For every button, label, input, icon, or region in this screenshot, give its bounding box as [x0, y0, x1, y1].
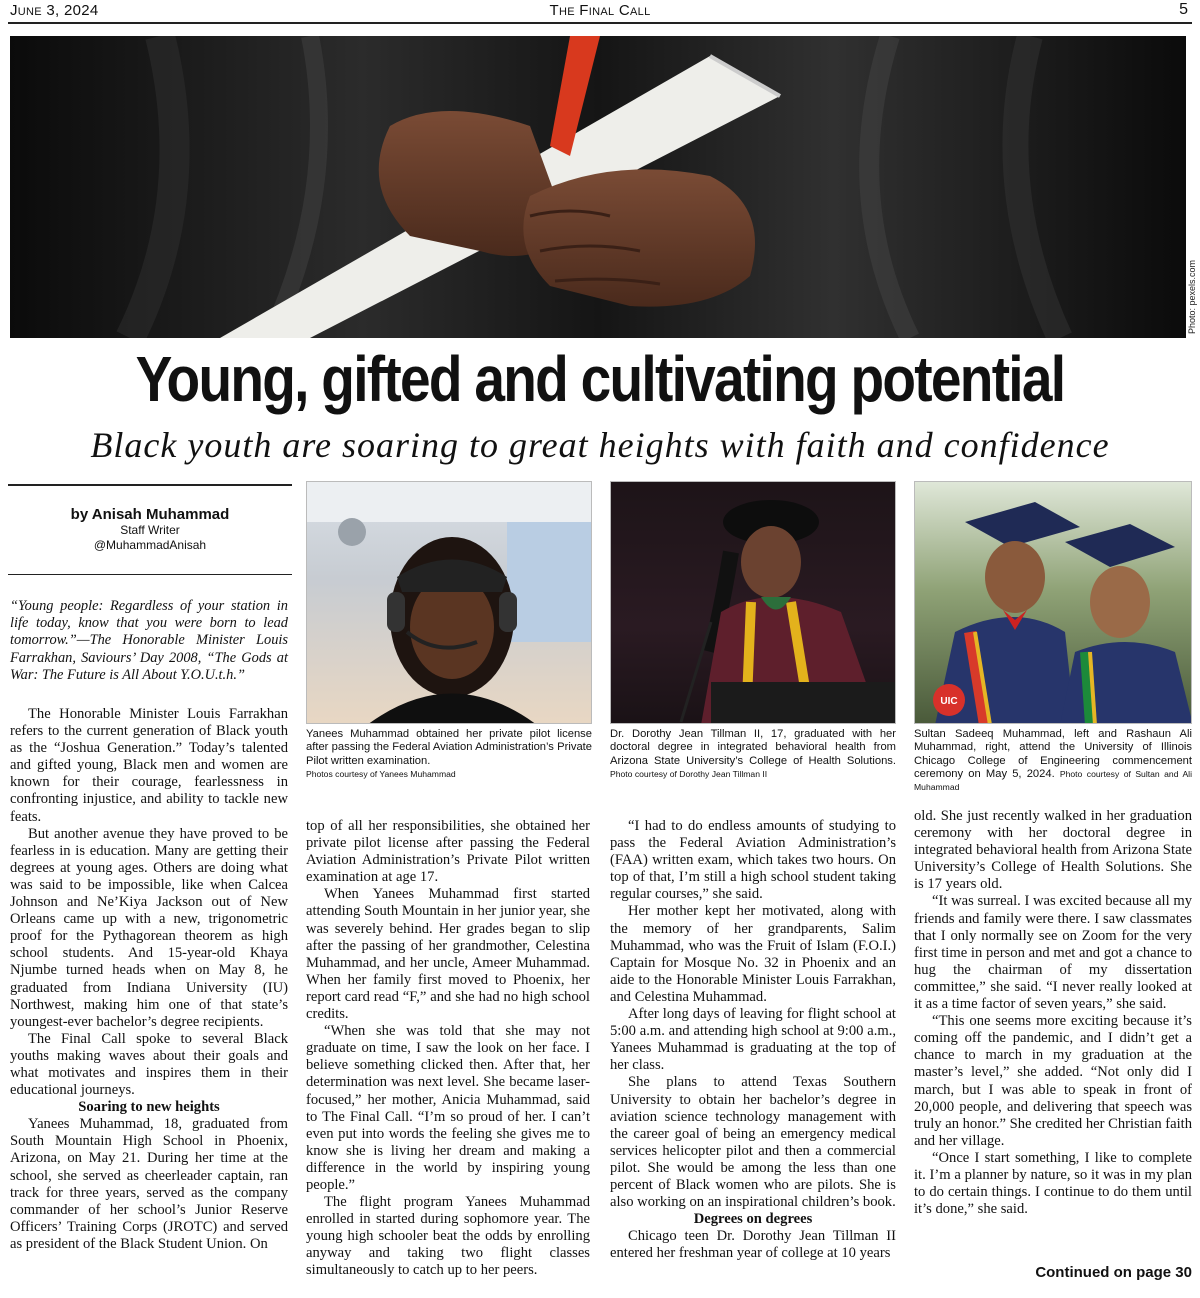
continued-on-page-link[interactable]: Continued on page 30 — [1035, 1264, 1192, 1281]
photo-credit: Photos courtesy of Yanees Muhammad — [306, 768, 456, 779]
paragraph: Her mother kept her motivated, along with the memory of her grandparents, Salim Muhammad, who was the Fruit of Islam (F.O.I.) Captain for Mosque No. 32 in Phoenix and an aide to the Honorable Minister Louis Farrakhan, and Celestina Muhammad. — [610, 903, 896, 1005]
headline: Young, gifted and cultivating potential — [135, 343, 1065, 415]
article-column-4 — [914, 808, 1192, 1218]
paragraph: Yanees Muhammad, 18, graduated from South Mountain High School in Phoenix, Arizona, on May 21. During her time at the school, she served as cheerleader captain, ran track for three years, served as the company commander of her school’s Junior Reserve Officers’ Training Corps (JROTC) and served as president of the Black Student Union. On — [10, 1116, 288, 1252]
page-number: 5 — [1179, 1, 1188, 18]
photo-engineering-graduates-caption: Sultan Sadeeq Muhammad, left and Rashaun Ali Muhammad, right, attend the University of Illinois Chicago College of Engineering commencement ceremony on May 5, 2024. Photo courtesy of Sultan and Ali Muhammad — [914, 728, 1192, 793]
paragraph: “This one seems more exciting because it’s coming off the pandemic, and I didn’t get a chance to march in my graduation at the master’s level,” she added. “Not only did I march, but I was able to speak in front of 20,000 people, and delivering that speech was truly an honor.” She credited her Christian faith and her village. — [914, 1013, 1193, 1149]
paragraph: Chicago teen Dr. Dorothy Jean Tillman II entered her freshman year of college at 10 years — [610, 1228, 896, 1262]
paragraph: When Yanees Muhammad first started attending South Mountain in her junior year, she was severely behind. Her grades began to slip after the passing of her grandmother, Celestina Muhammad, and her uncle, Ameer Muhammad. When her family first moved to Phoenix, her report card read “F,” and she had no high school credits. — [306, 886, 590, 1023]
paragraph: old. She just recently walked in her graduation ceremony with her doctoral degree in integrated behavioral health from Arizona State University’s College of Health Solutions. She is 17 years old. — [914, 808, 1192, 893]
paragraph: “It was surreal. I was excited because all my friends and family were there. I saw classmates that I only normally see on Zoom for the very first time in person and met and got a chance to hug the chairman of my dissertation committee,” she said. “I never really looked at it as a time factor of seven years,” she said. — [914, 893, 1192, 1013]
publication-name: The Final Call — [549, 2, 651, 19]
photo-pilot-caption: Yanees Muhammad obtained her private pilot license after passing the Federal Aviation Administration’s Private Pilot written examination. Photos courtesy of Yanees Muhammad — [306, 728, 592, 779]
paragraph: The Honorable Minister Louis Farrakhan refers to the current generation of Black youth as the “Joshua Generation.” Today’s talented and gifted young, Black men and women are known for their courage, fearlessness in confronting injustice, and ability to tackle new feats. — [10, 706, 288, 825]
article-column-1 — [10, 706, 288, 1253]
paragraph: “Once I start something, I like to complete it. I’m a planner by nature, so it was in my plan to do certain things. I continue to do them until it’s done,” she said. — [914, 1149, 1192, 1218]
hero-photo-credit: Photo: pexels.com — [1187, 259, 1197, 334]
paragraph: “I had to do endless amounts of studying to pass the Federal Aviation Administration’s (FAA) written exam, which takes two hours. On top of that, I’m still a high school student taking regular courses,” she said. — [610, 818, 896, 903]
photo-credit: Photo courtesy of Dorothy Jean Tillman II — [610, 768, 768, 779]
article-column-3 — [610, 818, 896, 1262]
pull-quote: “Young people: Regardless of your station in life today, know that you were born to lead tomorrow.”—The Honorable Minister Louis Farrakhan, Saviours’ Day 2008, “The Gods at War: The Future is All About Y.O.U.t.h.” — [10, 598, 288, 683]
hero-photo — [10, 36, 1186, 338]
paragraph: “When she was told that she may not graduate on time, I saw the look on her face. I believe something clicked then. After that, her determination was next level. She became laser-focused,” her mother, Anicia Muhammad, said to The Final Call. “I’m so proud of her. I can’t even put into words the feeling she gives me to know she is living her dream and making a difference in the world by inspiring young people.” — [306, 1023, 590, 1193]
paragraph: She plans to attend Texas Southern University to obtain her bachelor’s degree in aviation science technology management with the career goal of being an emergency medical services helicopter pilot and then a commercial pilot. She would be among the less than one percent of Black women who are pilots. She is also working on an inspirational children’s book. — [610, 1074, 896, 1211]
section-subhead: Degrees on degrees — [693, 1211, 813, 1228]
paragraph: The flight program Yanees Muhammad enrolled in started during sophomore year. The young high schooler beat the odds by enrolling anyway and taking two flight classes simultaneously to catch up to her peers. — [306, 1194, 590, 1279]
photo-engineering-graduates — [914, 481, 1192, 724]
photo-credit: Photo courtesy of Sultan and Ali Muhammad — [914, 768, 1192, 793]
byline — [8, 484, 292, 553]
photo-pilot — [306, 481, 592, 724]
subheadline: Black youth are soaring to great heights with faith and confidence — [90, 425, 1110, 465]
section-subhead: Soaring to new heights — [78, 1099, 220, 1116]
masthead — [8, 0, 1192, 24]
author-name: by Anisah Muhammad — [70, 506, 230, 523]
paragraph: But another avenue they have proved to be fearless in is education. Many are getting their degrees at young ages. Others are doing what was said to be impossible, like when Calcea Johnson and Ne’Kiya Jackson out of New Orleans came up with a new, trigonometric proof for the Pythagorean theorem as high school students. And 15-year-old Khaya Njumbe turned heads when on May 8, he graduated from Indiana University (IU) Northwest, making him one of that state’s youngest-ever bachelor’s degree recipients. — [10, 825, 288, 1030]
author-role: Staff Writer — [120, 523, 180, 537]
paragraph: top of all her responsibilities, she obtained her private pilot license after passing the Federal Aviation Administration’s Private Pilot written examination at age 17. — [306, 818, 590, 886]
divider — [8, 574, 292, 575]
paragraph: After long days of leaving for flight school at 5:00 a.m. and attending high school at 9:00 a.m., Yanees Muhammad is graduating at the top of her class. — [610, 1006, 896, 1074]
author-handle: @MuhammadAnisah — [93, 538, 207, 552]
issue-date: June 3, 2024 — [10, 2, 99, 19]
photo-doctoral-graduate — [610, 481, 896, 724]
photo-doctoral-graduate-caption: Dr. Dorothy Jean Tillman II, 17, graduated with her doctoral degree in integrated behavioral health from Arizona State University’s College of Health Solutions. Photo courtesy of Dorothy Jean Tillman II — [610, 728, 896, 779]
paragraph: The Final Call spoke to several Black youths making waves about their goals and what motivates and inspires them in their educational journeys. — [10, 1030, 288, 1099]
article-column-2 — [306, 818, 590, 1280]
uic-badge-text: UIC — [940, 696, 958, 707]
